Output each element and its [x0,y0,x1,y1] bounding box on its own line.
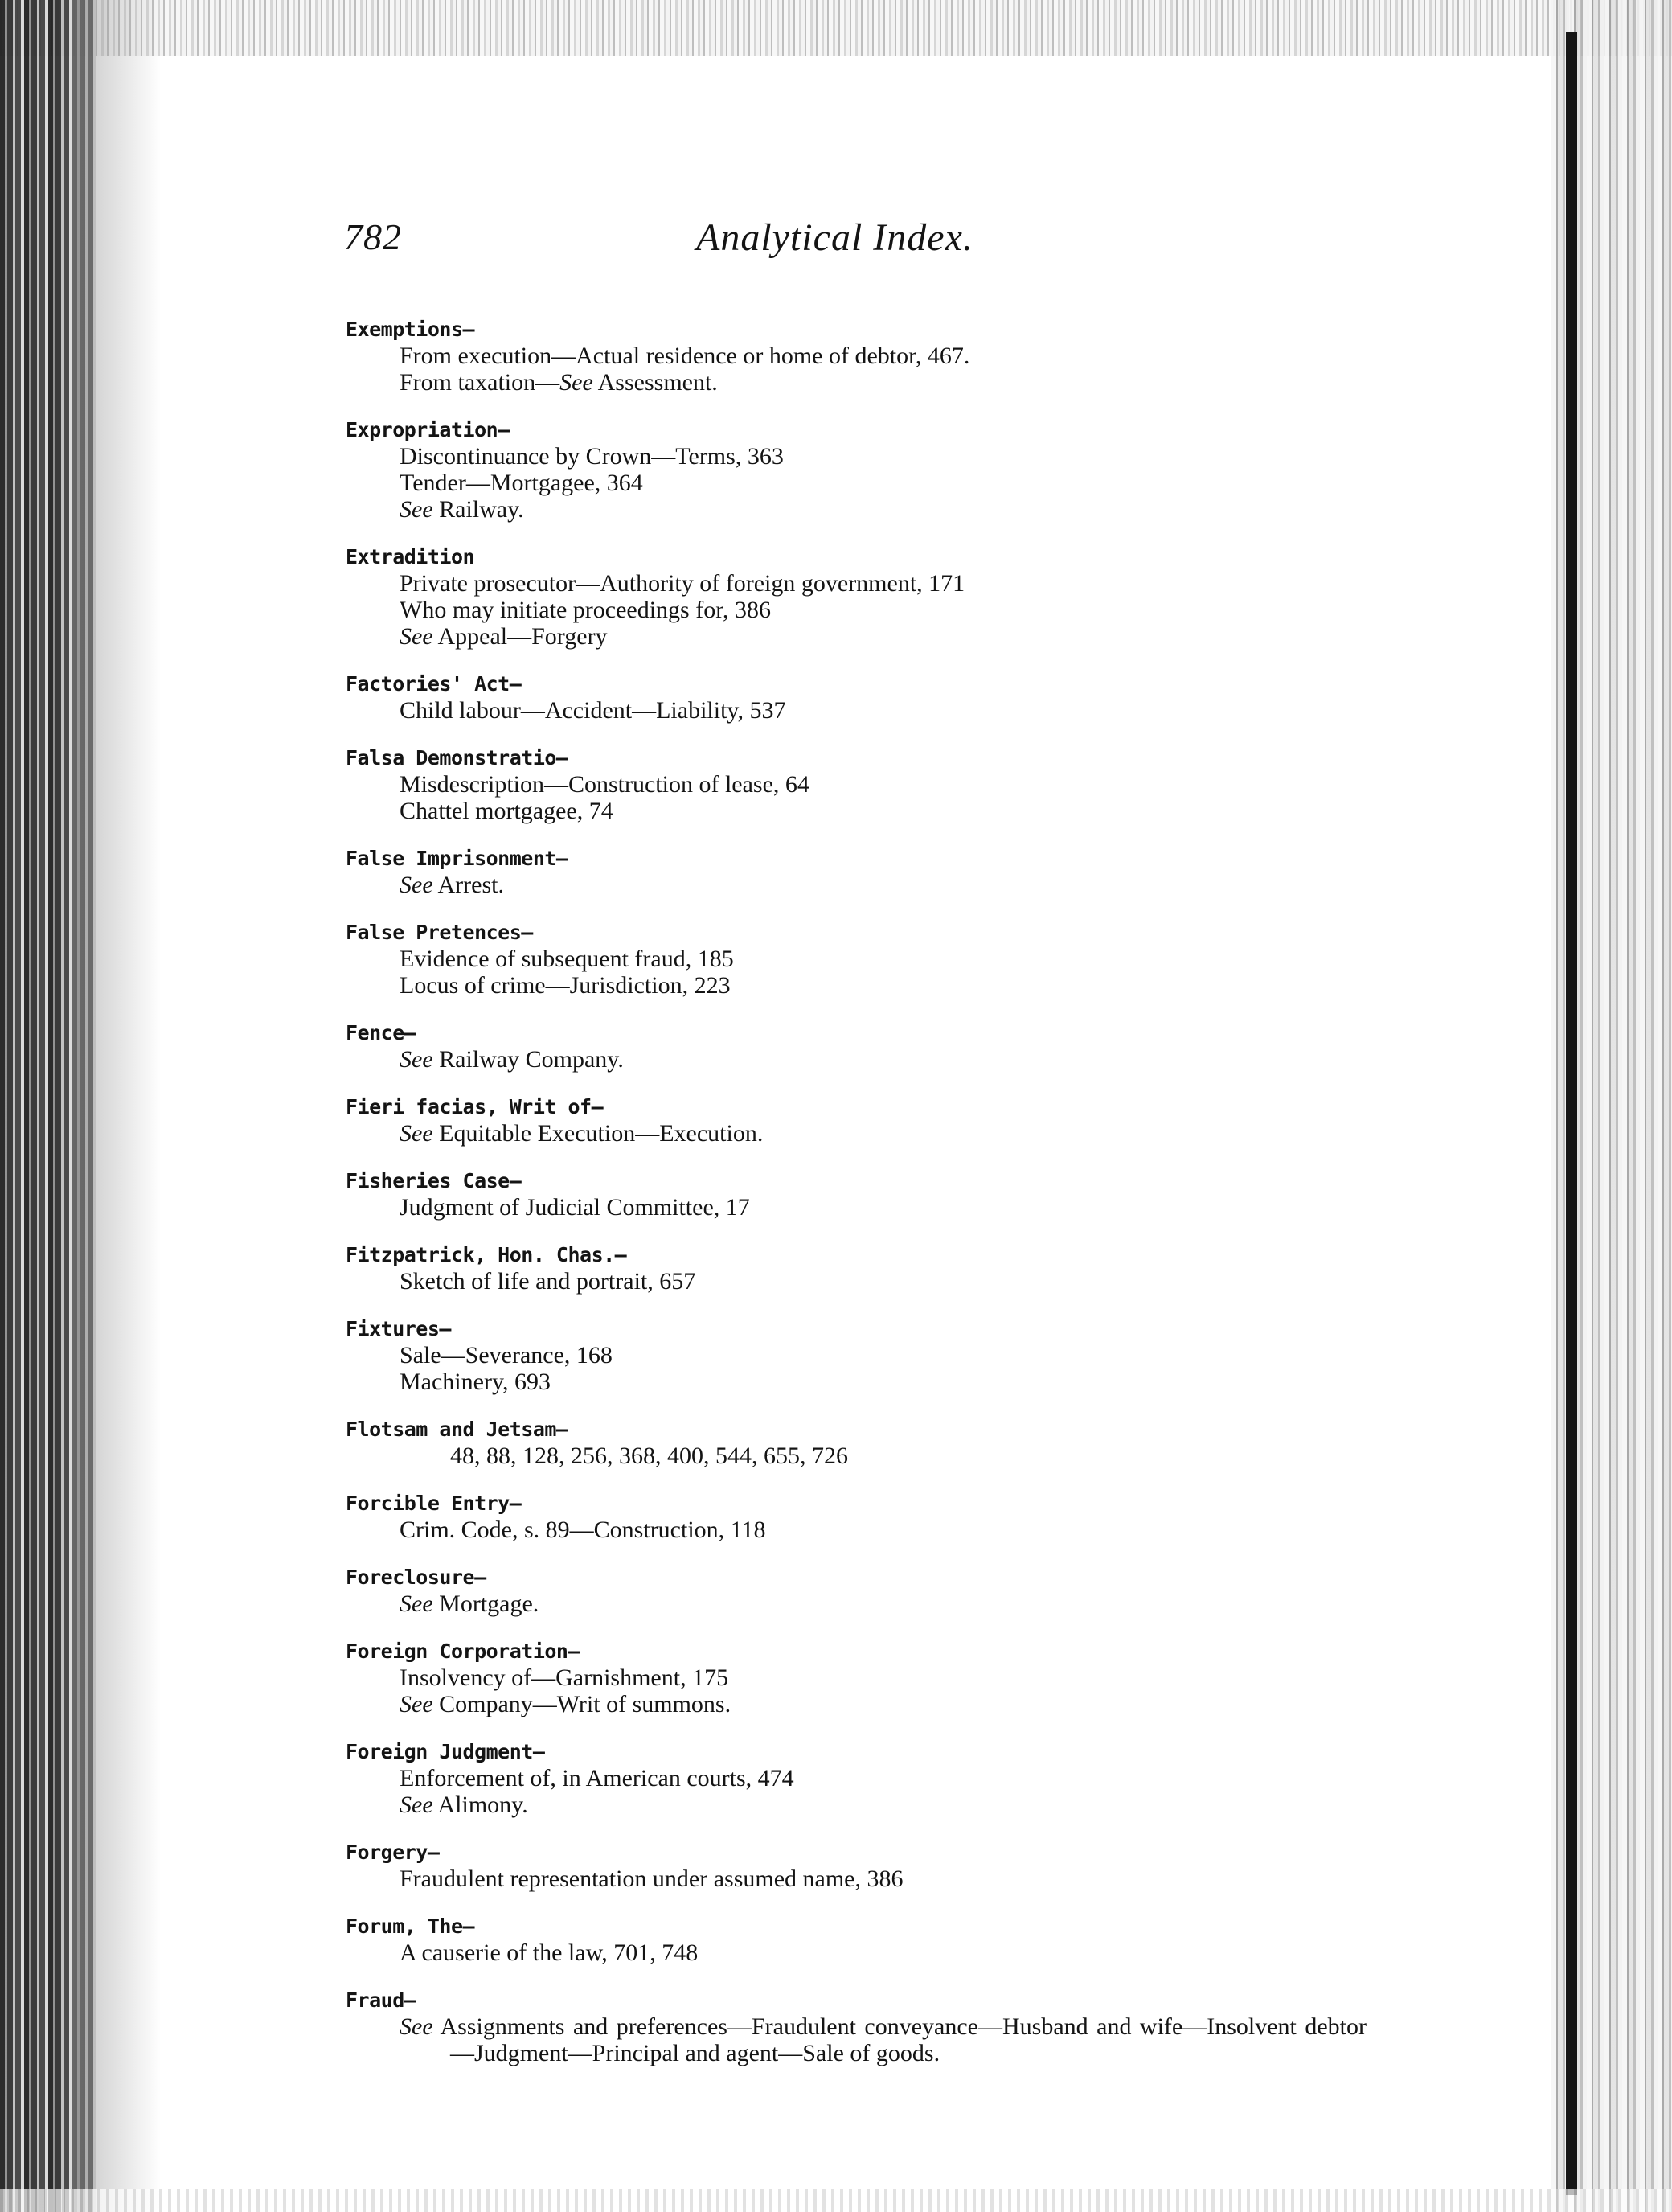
index-subentry [346,1691,1367,1717]
see-reference-label: See [400,1691,433,1717]
index-entry-heading: Foreign Corporation— [346,1640,580,1663]
running-title: Analytical Index. [696,216,973,259]
index-entry [346,1913,1367,1966]
index-subentry [346,496,1367,523]
index-entry-heading: Fieri facias, Writ of— [346,1095,604,1118]
subentry-text: Sale—Severance, 168 [400,1342,613,1369]
index-entry [346,1839,1367,1892]
index-entry [346,316,1367,396]
see-reference-target: Mortgage. [432,1590,539,1617]
index-entry-heading: False Pretences— [346,921,533,944]
index-subentry [346,1664,1367,1691]
index-entry [346,919,1367,999]
subentry-text: 48, 88, 128, 256, 368, 400, 544, 655, 726 [450,1443,848,1469]
index-entry [346,1987,1367,2066]
analytical-index [346,316,1367,2087]
index-subentry [346,798,1367,824]
subentry-text: Private prosecutor—Authority of foreign government, 171 [400,570,965,597]
index-subentry [346,1865,1367,1892]
index-subentry [346,1120,1367,1147]
see-reference-label: See [400,1046,433,1073]
subentry-text: Who may initiate proceedings for, 386 [400,597,771,623]
see-reference-label: See [400,623,433,650]
index-entry [346,845,1367,898]
index-entry-heading: Exemptions— [346,318,475,341]
page-number: 782 [344,216,402,257]
index-entry [346,1738,1367,1818]
index-entry-heading: Fence— [346,1021,416,1044]
index-entry-heading: False Imprisonment— [346,847,568,870]
index-entry-heading: Flotsam and Jetsam— [346,1418,568,1441]
see-reference-label: See [400,1791,433,1818]
see-reference-label: See [400,2013,433,2040]
index-entry [346,1490,1367,1543]
subentry-text: Machinery, 693 [400,1369,551,1395]
see-reference-label: See [400,872,433,898]
see-reference-target: Assignments and preferences—Fraudulent conveyance—Husband and wife—Insolvent debtor—Judgment—Principal and agent—Sale of goods. [432,2013,1367,2066]
index-subentry [346,1765,1367,1791]
index-subentry [346,343,1367,369]
subentry-text: Tender—Mortgagee, 364 [400,470,643,496]
index-entry [346,1168,1367,1221]
index-subentry [346,872,1367,898]
index-entry-heading: Fisheries Case— [346,1169,522,1192]
subentry-text: Misdescription—Construction of lease, 64 [400,771,809,798]
see-reference-target: Assessment. [592,369,718,396]
subentry-text: Crim. Code, s. 89—Construction, 118 [400,1516,766,1543]
index-subentry [346,946,1367,972]
see-reference-label: See [400,496,433,523]
index-subentry [346,1516,1367,1543]
index-entry [346,1315,1367,1395]
index-entry-heading: Factories' Act— [346,672,522,696]
index-subentry [346,2013,1367,2066]
subentry-text: Chattel mortgagee, 74 [400,798,613,824]
index-entry-heading: Extradition [346,545,475,568]
index-entry [346,1241,1367,1295]
subentry-text: From execution—Actual residence or home of debtor, 467. [400,343,970,369]
see-reference-target: Appeal—Forgery [432,623,608,650]
see-reference-target: Equitable Execution—Execution. [432,1120,764,1147]
subentry-text: Locus of crime—Jurisdiction, 223 [400,972,731,999]
see-reference-label: See [400,1120,433,1147]
index-entry [346,745,1367,824]
index-subentry [346,1590,1367,1617]
index-subentry [346,1443,1367,1469]
index-subentry [346,369,1367,396]
index-subentry [346,443,1367,470]
subentry-text: Judgment of Judicial Committee, 17 [400,1194,750,1221]
see-reference-target: Railway Company. [432,1046,624,1073]
index-entry [346,1094,1367,1147]
index-entry-heading: Fraud— [346,1988,416,2012]
index-subentry [346,1939,1367,1966]
subentry-text: Insolvency of—Garnishment, 175 [400,1664,729,1691]
index-subentry [346,1369,1367,1395]
index-subentry [346,972,1367,999]
subentry-text: Enforcement of, in American courts, 474 [400,1765,794,1791]
subentry-text: Evidence of subsequent fraud, 185 [400,946,734,972]
see-reference-target: Alimony. [432,1791,528,1818]
subentry-text: From taxation— [400,369,560,396]
index-subentry [346,1791,1367,1818]
subentry-text: A causerie of the law, 701, 748 [400,1939,699,1966]
index-subentry [346,623,1367,650]
subentry-text: Fraudulent representation under assumed name, 386 [400,1865,904,1892]
subentry-text: Sketch of life and portrait, 657 [400,1268,696,1295]
index-entry [346,671,1367,724]
index-subentry [346,1342,1367,1369]
see-reference-label: See [400,1590,433,1617]
index-entry-heading: Falsa Demonstratio— [346,746,568,769]
index-entry [346,1564,1367,1617]
index-entry-heading: Foreign Judgment— [346,1740,545,1763]
index-entry-heading: Expropriation— [346,418,510,441]
index-entry-heading: Forum, The— [346,1914,475,1938]
index-subentry [346,570,1367,597]
index-subentry [346,470,1367,496]
see-reference-target: Railway. [432,496,524,523]
index-entry-heading: Fitzpatrick, Hon. Chas.— [346,1243,627,1266]
index-subentry [346,1046,1367,1073]
index-entry-heading: Fixtures— [346,1317,451,1340]
index-entry [346,1638,1367,1717]
index-entry [346,1020,1367,1073]
subentry-text: Child labour—Accident—Liability, 537 [400,697,786,724]
index-subentry [346,697,1367,724]
index-subentry [346,771,1367,798]
index-entry [346,544,1367,650]
see-reference-label: See [559,369,593,396]
index-subentry [346,597,1367,623]
index-subentry [346,1268,1367,1295]
see-reference-target: Company—Writ of summons. [432,1691,732,1717]
index-entry [346,1416,1367,1469]
index-entry-heading: Forcible Entry— [346,1492,522,1515]
index-subentry [346,1194,1367,1221]
index-entry-heading: Foreclosure— [346,1566,486,1589]
index-entry [346,417,1367,523]
see-reference-target: Arrest. [432,872,504,898]
subentry-text: Discontinuance by Crown—Terms, 363 [400,443,784,470]
index-entry-heading: Forgery— [346,1841,440,1864]
